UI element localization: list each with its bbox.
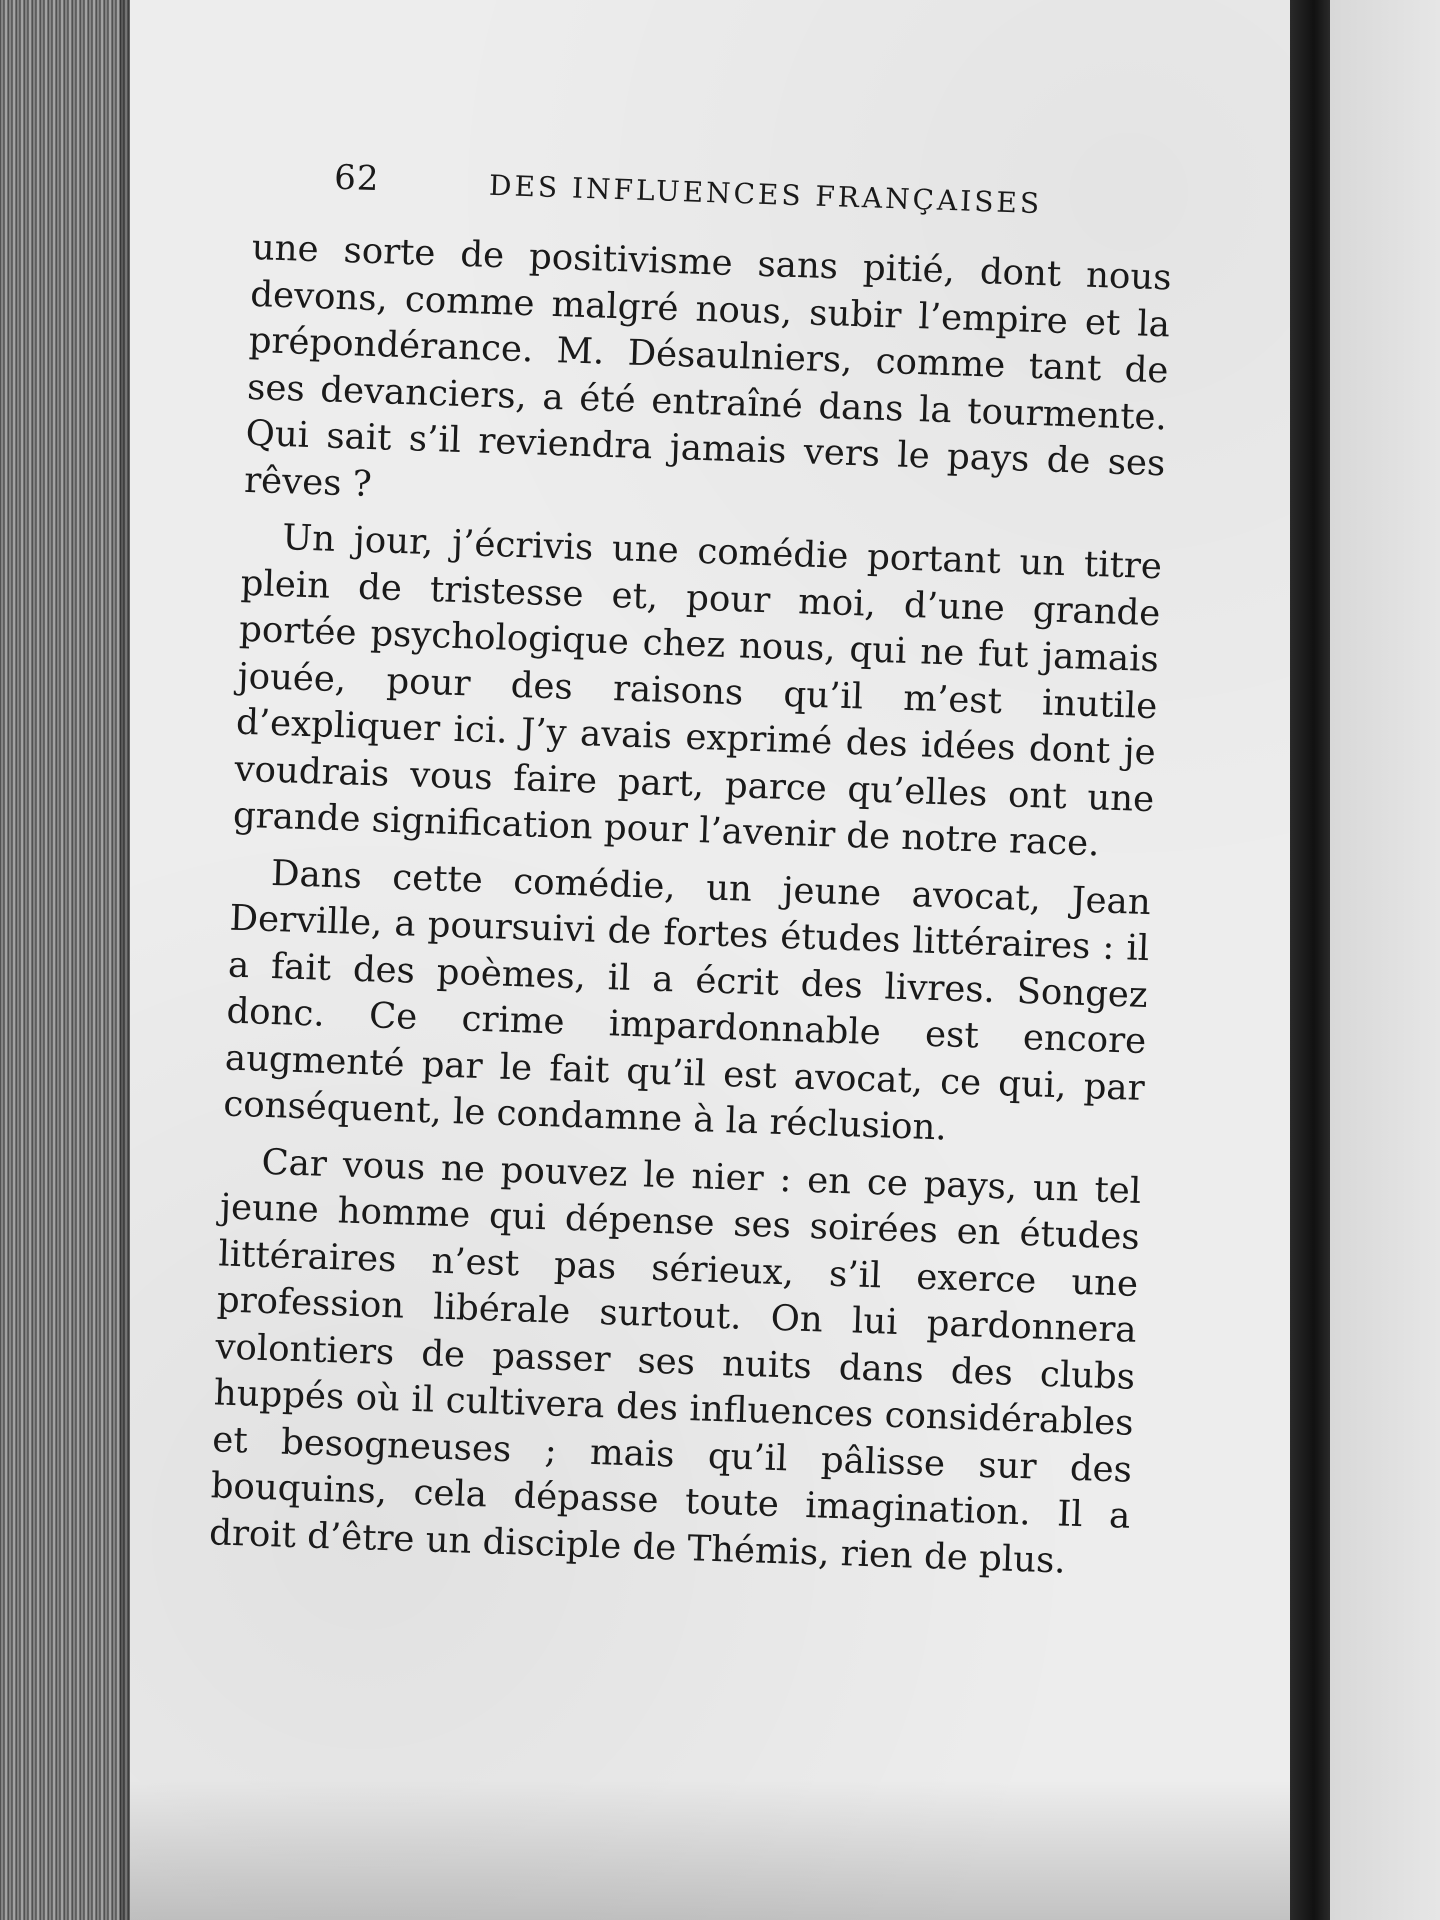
body-text: [209, 225, 1173, 1587]
book-gutter: [1290, 0, 1330, 1920]
book-page-edges: [0, 0, 150, 1920]
facing-page-edge: [1330, 0, 1440, 1920]
paragraph: Un jour, j’écrivis une comédie portant un titre plein de tristesse et, pour moi, d’une grande portée psychologique chez nous, qui ne fut jamais jouée, pour des raisons qu’il m’est inutile d’expliquer ici. J’y avais exprimé des idées dont je voudrais vous faire part, parce qu’elles ont une grande signification pour l’avenir de notre race.: [232, 517, 1163, 865]
page-number: 62: [333, 157, 381, 200]
paragraph: Dans cette comédie, un jeune avocat, Jean Derville, a poursuivi de fortes études littéraires : il a fait des poèmes, il a écrit des livres. Songez donc. Ce crime impardonnable est encore augmenté par le fait qu’il est avocat, ce qui, par conséquent, le condamne à la réclusion.: [222, 852, 1152, 1149]
page-text-block: [208, 155, 1174, 1597]
paragraph: Car vous ne pouvez le nier : en ce pays, un tel jeune homme qui dépense ses soirées en études littéraires n’est pas sérieux, s’il exerce une profession libérale surtout. On lui pardonnera volontiers de passer ses nuits dans des clubs huppés où il cultivera des influences considérables et besogneuses ; mais qu’il pâlisse sur des bouquins, cela dépasse toute imagination. Il a droit d’être un disciple de Thémis, rien de plus.: [208, 1141, 1142, 1582]
paragraph: une sorte de positivisme sans pitié, dont nous devons, comme malgré nous, subir l’empire et la prépondérance. M. Désaulniers, comme tant de ses devanciers, a été entraîné dans la tourmente. Qui sait s’il reviendra jamais vers le pays de ses rêves ?: [243, 226, 1173, 505]
running-title: DES INFLUENCES FRANÇAISES: [488, 168, 1043, 221]
